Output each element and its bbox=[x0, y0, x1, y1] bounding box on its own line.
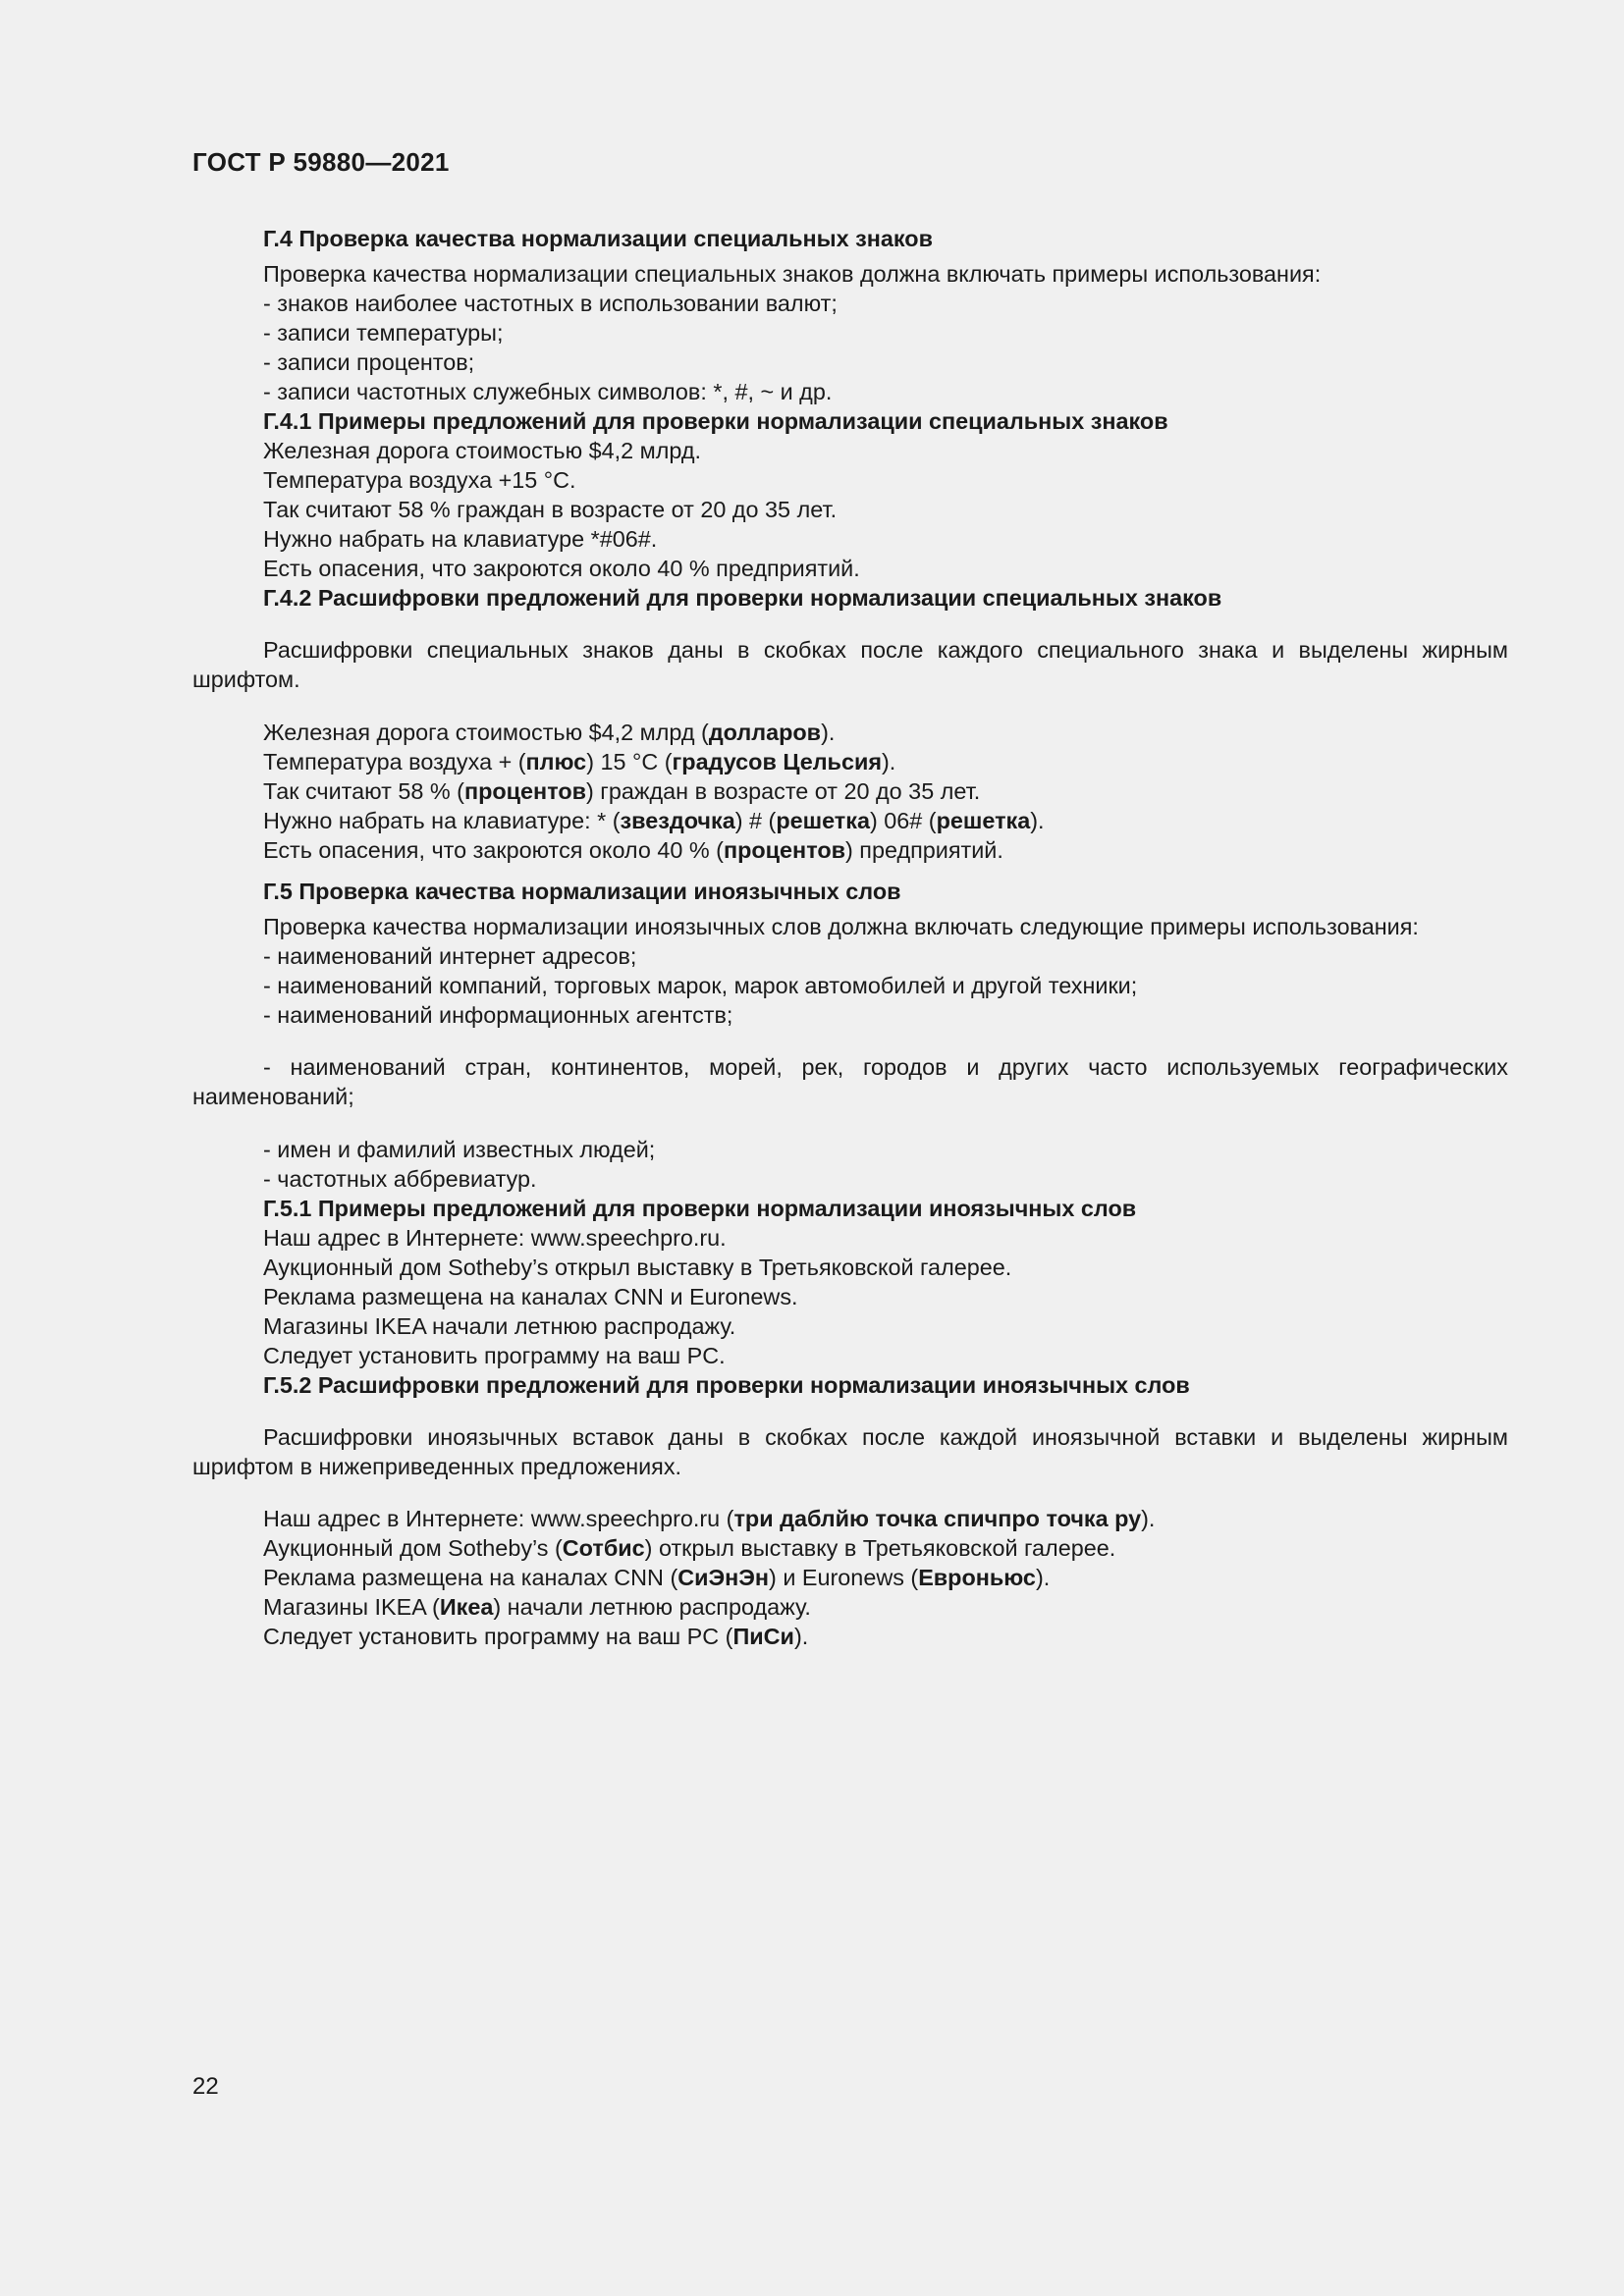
subsection-heading-g41: Г.4.1 Примеры предложений для проверки нормализации специальных знаков bbox=[263, 408, 1168, 434]
list-item: - записи частотных служебных символов: *, #, ~ и др. bbox=[263, 379, 833, 404]
list-item: - наименований стран, континентов, морей, рек, городов и других часто используемых географических наименований; bbox=[192, 1054, 1508, 1110]
decoded-sentence: Аукционный дом Sotheby’s (Сотбис) открыл выставку в Третьяковской галерее. bbox=[263, 1535, 1116, 1562]
paragraph-g52-intro: Расшифровки иноязычных вставок даны в скобках после каждой иноязычной вставки и выделены жирным шрифтом в нижеприведенных предложениях. bbox=[192, 1423, 1508, 1479]
example-sentence: Аукционный дом Sotheby’s открыл выставку в Третьяковской галерее. bbox=[263, 1254, 1012, 1280]
page-number: 22 bbox=[192, 2073, 219, 2100]
section-heading-g4: Г.4 Проверка качества нормализации специальных знаков bbox=[263, 226, 933, 251]
subsection-heading-g52: Г.5.2 Расшифровки предложений для проверки нормализации иноязычных слов bbox=[263, 1371, 1190, 1398]
list-item: - знаков наиболее частотных в использовании валют; bbox=[263, 291, 838, 316]
decoded-sentence: Реклама размещена на каналах CNN (СиЭнЭн) и Euronews (Евроньюс). bbox=[263, 1565, 1051, 1591]
subsection-heading-g42: Г.4.2 Расшифровки предложений для проверки нормализации специальных знаков bbox=[263, 585, 1222, 611]
decoded-sentence: Магазины IKEA (Икеа) начали летнюю распродажу. bbox=[263, 1594, 811, 1621]
decoded-sentence: Железная дорога стоимостью $4,2 млрд (долларов). bbox=[263, 719, 836, 745]
decoded-sentence: Так считают 58 % (процентов) граждан в возрасте от 20 до 35 лет. bbox=[263, 777, 981, 804]
decoded-sentence: Следует установить программу на ваш PC (ПиСи). bbox=[263, 1624, 809, 1650]
list-item: - частотных аббревиатур. bbox=[263, 1165, 537, 1192]
example-sentence: Нужно набрать на клавиатуре *#06#. bbox=[263, 526, 658, 552]
list-item: - имен и фамилий известных людей; bbox=[263, 1136, 656, 1162]
example-sentence: Следует установить программу на ваш PC. bbox=[263, 1342, 726, 1368]
list-item: - записи процентов; bbox=[263, 349, 475, 375]
paragraph-g4-intro: Проверка качества нормализации специальных знаков должна включать примеры использования: bbox=[263, 261, 1322, 287]
example-sentence: Есть опасения, что закроются около 40 % предприятий. bbox=[263, 556, 860, 581]
subsection-heading-g51: Г.5.1 Примеры предложений для проверки нормализации иноязычных слов bbox=[263, 1195, 1137, 1221]
example-sentence: Температура воздуха +15 °С. bbox=[263, 467, 576, 493]
decoded-sentence: Есть опасения, что закроются около 40 % (процентов) предприятий. bbox=[263, 836, 1003, 863]
document-code-header: ГОСТ Р 59880—2021 bbox=[192, 147, 450, 177]
paragraph-g42-intro: Расшифровки специальных знаков даны в скобках после каждого специального знака и выделены жирным шрифтом. bbox=[192, 637, 1508, 693]
list-item: - записи температуры; bbox=[263, 320, 504, 346]
example-sentence: Наш адрес в Интернете: www.speechpro.ru. bbox=[263, 1224, 727, 1251]
decoded-sentence: Наш адрес в Интернете: www.speechpro.ru (три даблйю точка спичпро точка ру). bbox=[263, 1506, 1156, 1532]
example-sentence: Железная дорога стоимостью $4,2 млрд. bbox=[263, 438, 702, 463]
decoded-sentence: Нужно набрать на клавиатуре: * (звездочка) # (решетка) 06# (решетка). bbox=[263, 807, 1045, 833]
list-item: - наименований интернет адресов; bbox=[263, 942, 637, 969]
example-sentence: Магазины IKEA начали летнюю распродажу. bbox=[263, 1312, 736, 1339]
decoded-sentence: Температура воздуха + (плюс) 15 °С (градусов Цельсия). bbox=[263, 748, 896, 774]
list-item: - наименований компаний, торговых марок, марок автомобилей и другой техники; bbox=[263, 972, 1138, 998]
example-sentence: Реклама размещена на каналах CNN и Euronews. bbox=[263, 1283, 798, 1309]
section-heading-g5: Г.5 Проверка качества нормализации иноязычных слов bbox=[263, 878, 901, 904]
example-sentence: Так считают 58 % граждан в возрасте от 20 до 35 лет. bbox=[263, 497, 838, 522]
document-body bbox=[192, 224, 1508, 1651]
list-item: - наименований информационных агентств; bbox=[263, 1001, 733, 1028]
paragraph-g5-intro: Проверка качества нормализации иноязычных слов должна включать следующие примеры использования: bbox=[263, 913, 1419, 939]
